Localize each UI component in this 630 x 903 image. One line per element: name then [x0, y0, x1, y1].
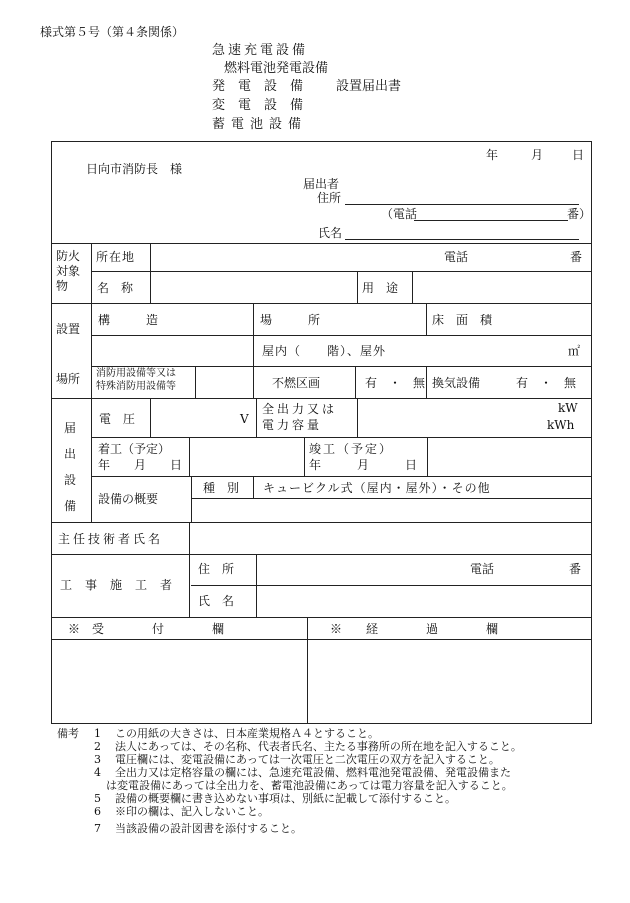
notifier-phone-close: 番）: [567, 207, 592, 221]
fire-equipment-label-1: 消防用設備等又は: [96, 368, 176, 379]
area-unit: ㎡: [568, 344, 581, 358]
target-name-label: 名 称: [97, 281, 134, 295]
output-unit-kwh: kWh: [547, 418, 575, 432]
title-line-4: 変 電 設 備: [212, 98, 304, 113]
title-suffix: 設置届出書: [336, 79, 402, 94]
location-label: 場 所: [260, 313, 321, 327]
addressee: 日向市消防長 様: [86, 162, 183, 176]
finish-label: 竣工（予定）: [309, 442, 394, 456]
note-text: この用紙の大きさは、日本産業規格Ａ４とすること。: [115, 727, 379, 740]
note-no: 2: [94, 740, 101, 753]
note-text: 当該設備の設計図書を添付すること。: [115, 822, 302, 835]
finish-date: 年 月 日: [309, 458, 418, 472]
output-label-1: 全出力又は: [262, 402, 338, 416]
fire-equipment-field[interactable]: [196, 367, 252, 397]
target-use-field[interactable]: [413, 272, 591, 302]
target-use-label: 用 途: [362, 281, 399, 295]
note-no: 1: [94, 727, 101, 740]
title-line-2: 燃料電池発電設備: [224, 61, 329, 76]
contractor-label: 工事施工者: [60, 578, 186, 592]
ventilation-label: 換気設備: [432, 376, 481, 390]
target-heading: 防火対象物: [56, 249, 81, 293]
notifier-address-label: 住所: [317, 191, 342, 205]
target-location-field[interactable]: [151, 244, 591, 270]
note-text: 電圧欄には、変電設備にあっては一次電圧と二次電圧の双方を記入すること。: [115, 753, 500, 766]
note-no: 7: [94, 822, 101, 835]
ventilation-yes-no[interactable]: 有 ・ 無: [516, 376, 577, 390]
fire-equipment-label-2: 特殊消防用設備等: [96, 381, 176, 392]
target-location-label: 所在地: [96, 250, 136, 264]
contractor-phone-label: 電話: [470, 562, 495, 576]
target-phone-suffix: 番: [570, 250, 583, 264]
equipment-heading: 届出設備: [64, 421, 77, 513]
target-name-field[interactable]: [151, 272, 356, 302]
finish-field[interactable]: [428, 438, 591, 475]
title-line-3: 発 電 設 備: [212, 79, 304, 94]
output-unit-kw: kW: [558, 401, 578, 415]
title-line-5: 蓄電池設備: [212, 117, 308, 132]
notifier-phone-open: （電話: [381, 207, 418, 221]
notifier-name-field[interactable]: [345, 239, 579, 240]
reception-label: ※ 受 付 欄: [68, 622, 225, 636]
overview-label: 設備の概要: [98, 492, 159, 506]
date-day: 日: [572, 148, 585, 162]
notes-label: 備考: [57, 727, 79, 740]
note-no: 6: [94, 805, 101, 818]
note-text: 全出力又は定格容量の欄には、急速充電設備、燃料電池発電設備、発電設備また: [115, 766, 511, 779]
start-date: 年 月 日: [98, 458, 183, 472]
note-text: 法人にあっては、その名称、代表者氏名、主たる事務所の所在地を記入すること。: [115, 740, 522, 753]
start-label: 着工（予定）: [98, 442, 171, 456]
notifier-address-field[interactable]: [345, 204, 579, 205]
type-value[interactable]: キュービクル式（屋内・屋外）・その他: [263, 481, 491, 495]
output-label-2: 電力容量: [262, 418, 323, 432]
date-year: 年: [486, 148, 499, 162]
chief-engineer-label: 主任技術者氏名: [58, 532, 164, 546]
title-line-1: 急速充電設備: [212, 43, 309, 58]
notifier-name-label: 氏名: [318, 226, 343, 240]
contractor-address-field[interactable]: [257, 555, 591, 584]
note-text: ※印の欄は、記入しないこと。: [115, 805, 269, 818]
indoor-outdoor: 屋内（ 階）、屋外: [262, 344, 387, 358]
start-field[interactable]: [190, 438, 303, 475]
note-no: 3: [94, 753, 101, 766]
chief-engineer-field[interactable]: [190, 523, 591, 553]
note-no: 4: [94, 766, 101, 779]
notifier-phone-field[interactable]: [414, 220, 568, 221]
contractor-name-label: 氏 名: [198, 594, 235, 608]
voltage-unit: V: [240, 412, 249, 426]
note-text: は変電設備にあっては全出力を、蓄電池設備にあっては電力容量を記入すること。: [106, 779, 513, 792]
date-month: 月: [531, 148, 544, 162]
notifier-label: 届出者: [303, 177, 340, 191]
progress-label: ※ 経 過 欄: [330, 622, 499, 636]
contractor-name-field[interactable]: [257, 586, 591, 616]
contractor-address-label: 住 所: [198, 562, 235, 576]
structure-label: 構 造: [98, 313, 159, 327]
note-text: 設備の概要欄に書き込めない事項は、別紙に記載して添付すること。: [115, 792, 456, 805]
target-phone-label: 電話: [444, 250, 469, 264]
structure-field[interactable]: [92, 336, 252, 365]
form-number: 様式第５号（第４条関係）: [40, 25, 185, 39]
contractor-phone-suffix: 番: [569, 562, 582, 576]
nonflammable-label: 不燃区画: [272, 376, 321, 390]
overview-field[interactable]: [192, 499, 591, 521]
place-heading-bottom: 場所: [56, 372, 81, 386]
note-no: 5: [94, 792, 101, 805]
nonflammable-yes-no[interactable]: 有 ・ 無: [365, 376, 426, 390]
voltage-label: 電 圧: [99, 412, 136, 426]
floor-area-label: 床 面 積: [432, 313, 493, 327]
place-heading-top: 設置: [56, 322, 81, 336]
type-label: 種 別: [203, 481, 240, 495]
